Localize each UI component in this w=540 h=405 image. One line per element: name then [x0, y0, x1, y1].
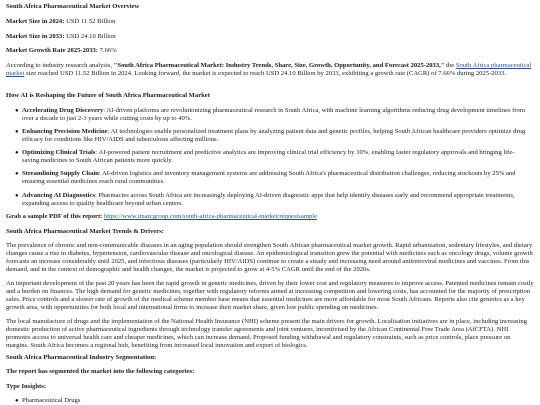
sample-pdf-link[interactable]: https://www.imarcgroup.com/south-africa-pharmaceutical-market/requestsample — [104, 213, 318, 220]
stat-label: Market Growth Rate 2025-2033: — [6, 47, 98, 54]
bullet-icon: ● — [15, 398, 19, 404]
ai-section-heading: How AI is Reshaping the Future of South Africa Pharmaceutical Market — [6, 92, 210, 99]
stat-market-size-2024 — [6, 18, 534, 26]
item-title: Optimizing Clinical Trials — [22, 149, 96, 156]
market-link[interactable]: South Africa pharmaceutical market — [6, 62, 532, 77]
segmentation-subheading: The report has segmented the market into the following categories: — [6, 368, 195, 375]
bullet-icon: ● — [15, 129, 19, 135]
item-title: Advancing AI Diagnostics — [22, 192, 95, 199]
bullet-icon: ● — [15, 193, 19, 199]
stat-value: USD 11.52 Billion — [66, 18, 116, 25]
stat-value: USD 24.10 Billion — [66, 33, 116, 40]
stat-label: Market Size in 2033: — [6, 33, 65, 40]
item-title: Enhancing Precision Medicine — [22, 128, 108, 135]
stat-value: 7.66% — [99, 47, 117, 54]
trends-paragraph-1: The prevalence of chronic and non-communicable diseases in an aging population should strengthen South African pharmaceutical market growth. Rapid urbanization, sedentary lifestyles, and dietary changes cause a rise in diabetes, hypertension, cardiovascular disease and oncological disease. An epidemiological transition grew the potential with medicines such as oncology drugs, volume growth forecasts an increase considerably until 2025, and infectious diseases (particularly HIV/AIDS) continue to create a steady and increasing need around antiretroviral medicines and vaccines. From this demand, and in the context of demographic and health changes, the market is projected to grow at 4-5% CAGR until the end of the 2020s. — [6, 242, 533, 273]
list-item — [15, 397, 530, 405]
trends-paragraph-2: An important development of the past 20 years has been the rapid growth in generic medicines, driven by their lower cost and regulatory measures to improve access. Patented medicines remain costly and a burden on finances. The high demand for generic medicines, together with regulatory reforms aimed at increasing competition and lowering costs, has accounted for the majority of prescription sales. Price controls and a slower rate of growth of the medical scheme member base means that essential medicines are more affordable for most South Africans. Reports also cite generics as a key growth area, with opportunities for both local and international firms to increase their market share, given low public spending on medicines. — [6, 280, 534, 311]
type-insights-heading: Type Insights: — [6, 383, 46, 390]
intro-text-mid: the — [444, 62, 456, 69]
segmentation-heading: South Africa Pharmaceutical Industry Segmentation: — [6, 354, 157, 361]
list-item — [15, 107, 530, 123]
intro-paragraph — [6, 62, 534, 78]
bullet-icon: ● — [15, 150, 19, 156]
sample-pdf-line — [6, 213, 534, 221]
stat-label: Market Size in 2024: — [6, 18, 65, 25]
item-text: : AI-powered patient recruitment and predictive analytics are improving clinical trial efficiency by 30%, enabling faster regulatory approvals and bringing life-saving medicines to South African patients more quickly. — [22, 149, 515, 164]
item-text: : AI technologies enable personalized treatment plans by analyzing patient data and genetic profiles, helping South African healthcare providers optimize drug efficacy for conditions like HIV/AIDS and tuberculosis affecting millions. — [22, 128, 526, 143]
item-text: : AI-driven logistics and inventory management systems are addressing South Africa's pharmaceutical distribution challenges, reducing stockouts by 25% and ensuring essential medicines reach rural communities. — [22, 170, 516, 185]
intro-text-post: size reached USD 11.52 Billion in 2024. Looking forward, the market is expected to reach USD 24.10 Billion by 2033, exhibiting a growth rate (CAGR) of 7.66% during 2025-2033. — [24, 70, 507, 77]
list-item — [15, 170, 530, 186]
report-title: "South Africa Pharmaceutical Market: Industry Trends, Share, Size, Growth, Opportunity, and Forecast 2025-2033," — [113, 62, 445, 69]
trends-heading: South Africa Pharmaceutical Market Trends & Drivers: — [6, 228, 164, 235]
trends-paragraph-3: The local manufacture of drugs and the implementation of the National Health Insurance (NHI) scheme present the main drivers for growth. Localisation initiatives are in place, including increasing domestic production of active pharmaceutical ingredients through technology transfer agreements and joint ventures, incentivised by the African Continental Free Trade Area (AfCFTA). NHI promotes access to universal health care and cheaper medicines, which can increase demand. Proposed funding withdrawal and regulatory constraints, such as price controls, place pressure on margins. South Africa becomes a regional hub, benefiting from increased local innovation and export of biologics. — [6, 318, 527, 349]
list-item — [15, 149, 530, 165]
intro-text-pre: According to industry research analysis, — [6, 62, 114, 69]
item-text: : Pharmacies across South Africa are increasingly deploying AI-driven diagnostic apps that help identify diseases early and recommend appropriate treatments, expanding access to quality healthcare beyond urban centers. — [22, 192, 515, 207]
list-item — [15, 192, 530, 208]
item-title: Accelerating Drug Discovery — [22, 107, 104, 114]
item-text: : AI-driven platforms are revolutionizing pharmaceutical research in South Africa, with machine learning algorithms reducing drug development timelines from over a decade to just 2-3 years while cutting costs by up to 40%. — [22, 107, 525, 122]
sample-label: Grab a sample PDF of this report: — [6, 213, 103, 220]
stat-growth-rate — [6, 47, 534, 55]
bullet-icon: ● — [15, 108, 19, 114]
page-title: South Africa Pharmaceutical Market Overview — [6, 3, 140, 10]
stat-market-size-2033 — [6, 33, 534, 41]
list-item — [15, 128, 530, 144]
bullet-icon: ● — [15, 171, 19, 177]
item-title: Streamlining Supply Chain — [22, 170, 99, 177]
item-text: Pharmaceutical Drugs — [22, 397, 81, 404]
